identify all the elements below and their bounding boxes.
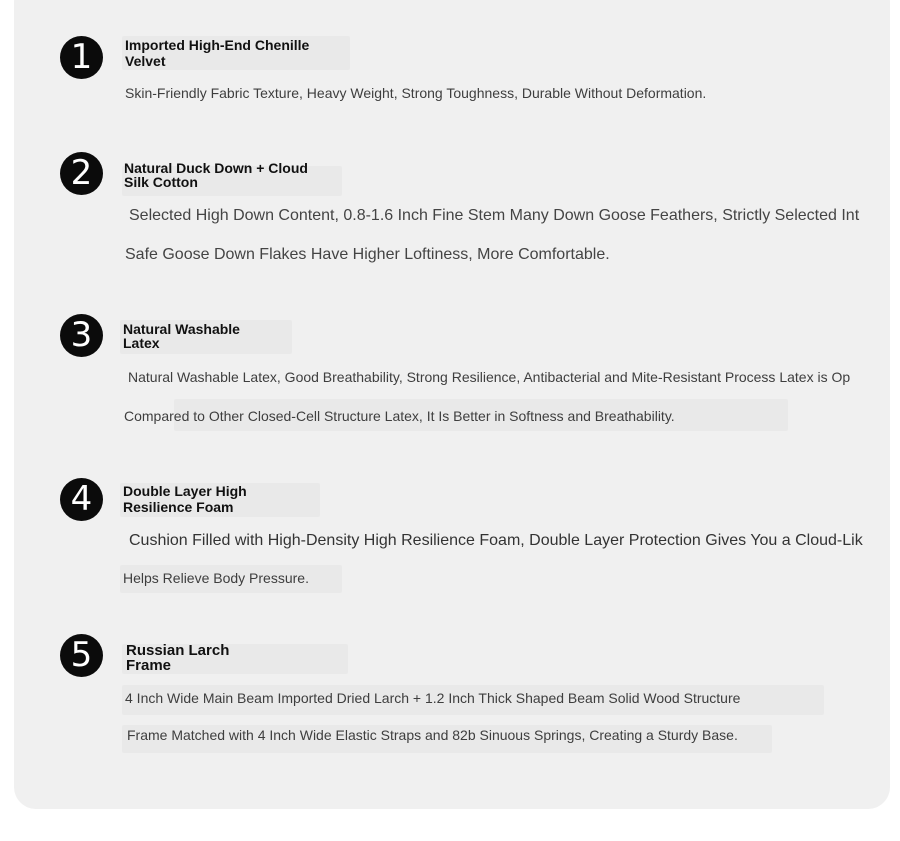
number-badge: 2 [60, 152, 103, 195]
feature-description: Helps Relieve Body Pressure. [123, 570, 309, 586]
feature-description: Frame Matched with 4 Inch Wide Elastic Straps and 82b Sinuous Springs, Creating a Sturdy Base. [127, 727, 738, 743]
number-badge: 3 [60, 314, 103, 357]
feature-description: Compared to Other Closed-Cell Structure Latex, It Is Better in Softness and Breathability. [124, 408, 675, 424]
feature-description: Selected High Down Content, 0.8-1.6 Inch Fine Stem Many Down Goose Feathers, Strictly Selected Int [129, 207, 860, 224]
feature-title: Natural Duck Down + Cloud Silk Cotton [124, 160, 308, 190]
feature-title: Double Layer High Resilience Foam [123, 483, 247, 515]
number-badge: 5 [60, 634, 103, 677]
feature-description: Natural Washable Latex, Good Breathability, Strong Resilience, Antibacterial and Mite-Resistant Process Latex is Op [128, 369, 851, 385]
feature-description: 4 Inch Wide Main Beam Imported Dried Larch + 1.2 Inch Thick Shaped Beam Solid Wood Structure [125, 690, 741, 706]
feature-title: Imported High-End Chenille Velvet [125, 37, 310, 69]
number-badge: 4 [60, 478, 103, 521]
number-badge: 1 [60, 36, 103, 79]
feature-title: Russian Larch Frame [126, 642, 230, 674]
feature-description: Cushion Filled with High-Density High Resilience Foam, Double Layer Protection Gives You a Cloud-Lik [129, 532, 863, 549]
feature-title: Natural Washable Latex [123, 321, 240, 351]
feature-description: Skin-Friendly Fabric Texture, Heavy Weight, Strong Toughness, Durable Without Deformation. [125, 85, 707, 101]
feature-card [14, 0, 890, 809]
feature-description: Safe Goose Down Flakes Have Higher Loftiness, More Comfortable. [125, 246, 610, 263]
